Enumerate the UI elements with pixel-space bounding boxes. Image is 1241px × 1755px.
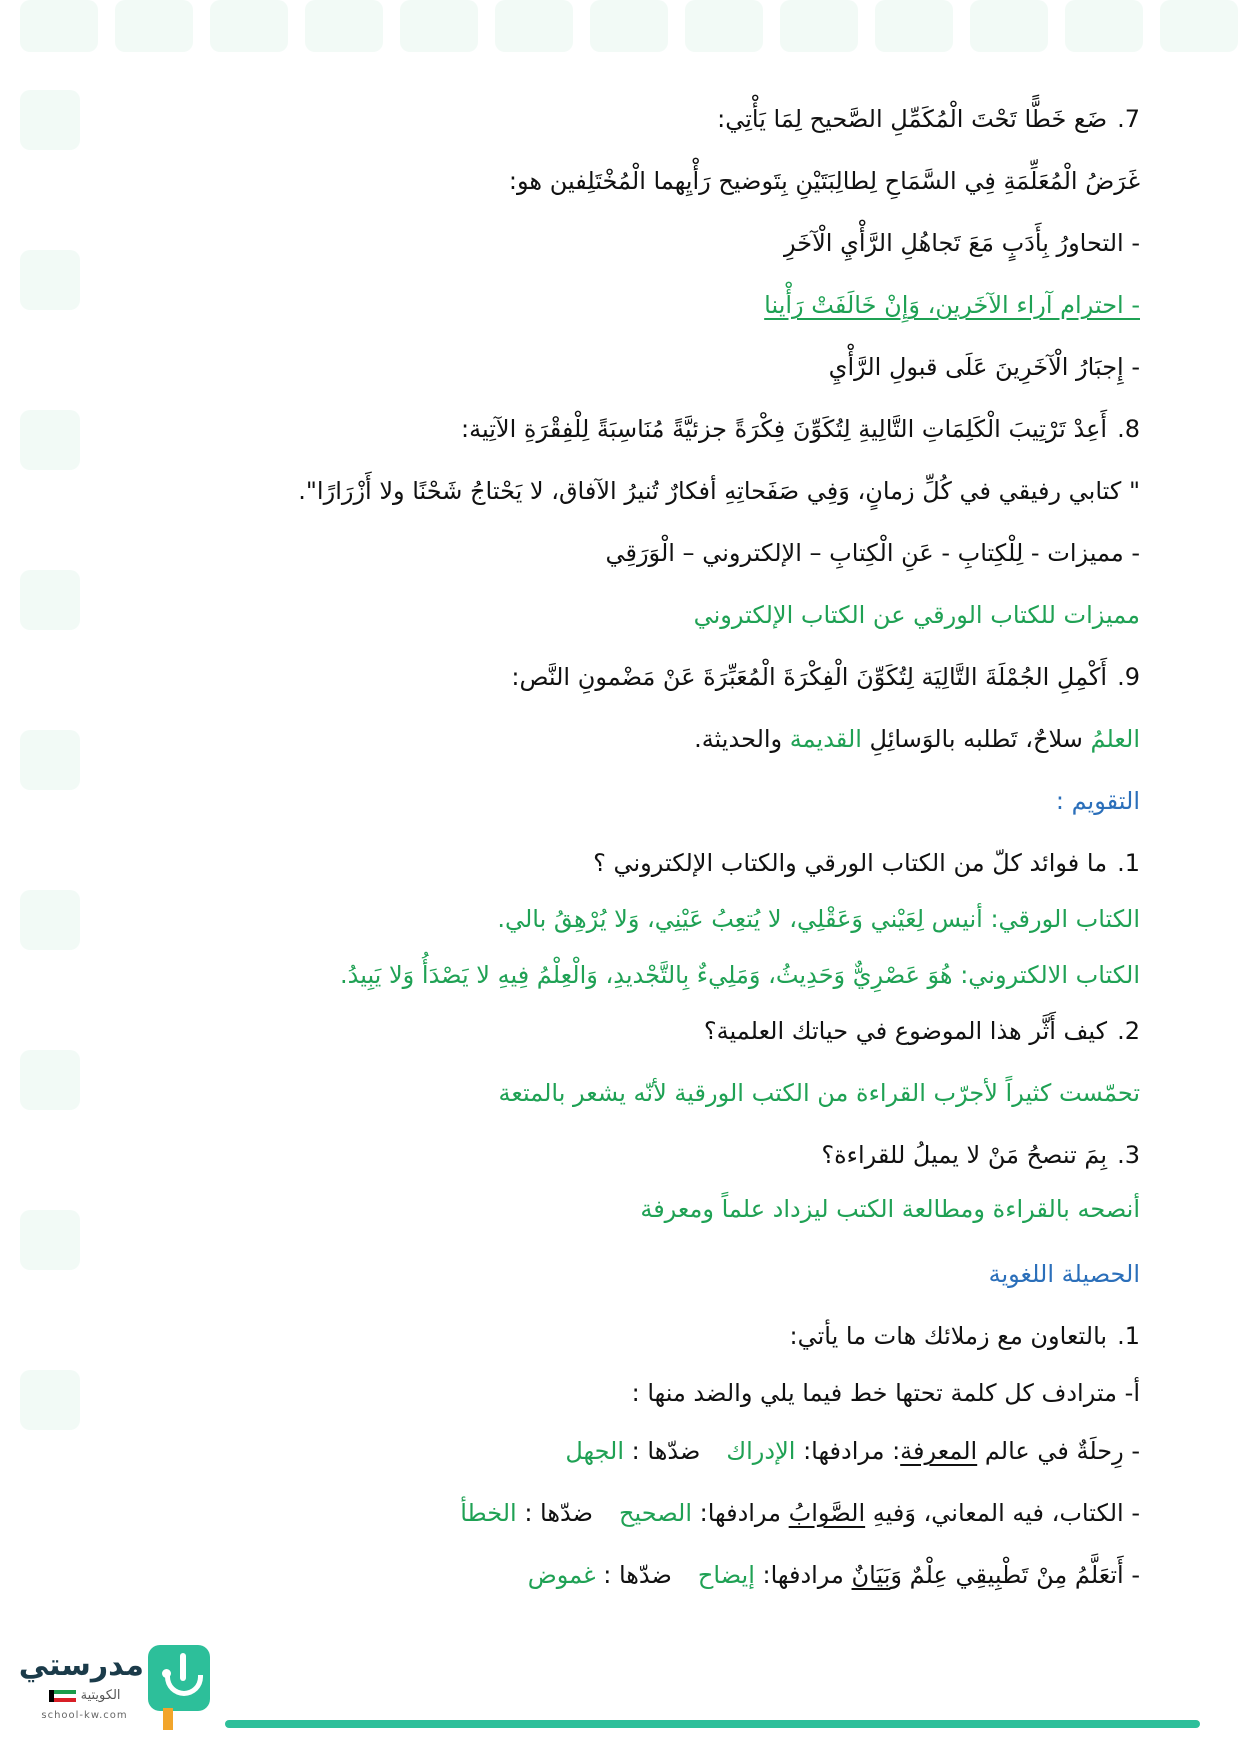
eval-q1-answer-paper: الكتاب الورقي: أنيس لِعَيْني وَعَقْلِي، لا يُتعِبُ عَيْنِي، وَلا يُرْهِقُ بالي. <box>497 905 1140 933</box>
q9-number: 9. <box>1117 663 1140 691</box>
q8-answer: مميزات للكتاب الورقي عن الكتاب الإلكتروني <box>693 601 1140 629</box>
lang-row: - أَتعَلَّمُ مِنْ تَطْبِيقِي عِلْمٌ وَبَيَانٌ مرادفها: إيضاحضدّها : غموض <box>527 1561 1140 1589</box>
q9-prompt: 9.أَكْمِلِ الجُمْلَةَ التَّالِيَة لِتُكَوِّنَ الْفِكْرَةَ الْمُعَبِّرَةَ عَنْ مَضْمونِ النَّص: <box>511 663 1140 691</box>
eval-q3: 3.بِمَ تنصحُ مَنْ لا يميلُ للقراءة؟ <box>821 1141 1140 1169</box>
q7-option-3: - إِجبَارُ الْآخَرِينَ عَلَى قبولِ الرَّأْيِ <box>828 353 1140 381</box>
q7-number: 7. <box>1117 105 1140 133</box>
brand-url: school-kw.com <box>41 1710 128 1721</box>
footer-divider <box>225 1720 1200 1728</box>
q7-prompt: 7.ضَع خَطًّا تَحْتَ الْمُكَمِّلِ الصَّحيح لِمَا يَأْتِي: <box>717 105 1140 133</box>
q9-answer: العلمُ سلاحٌ، تَطلبه بالوَسائِلِ القديمة والحديثة. <box>694 725 1140 753</box>
brand-subtitle: الكويتية <box>30 1688 140 1703</box>
brand-name: مدرستي <box>18 1648 144 1683</box>
q8-words: - مميزات - لِلْكِتابِ - عَنِ الْكِتابِ – الإلكتروني – الْوَرَقِي <box>605 539 1140 567</box>
q8-number: 8. <box>1117 415 1140 443</box>
watermark-band-side <box>0 60 90 1560</box>
q7-stem: غَرَضُ الْمُعَلِّمَةِ فِي السَّمَاحِ لِطالِبَتَيْنِ بِتَوضيح رَأْيِهما الْمُخْتَلِفين هو: <box>508 167 1140 195</box>
lang-row: - الكتاب، فيه المعاني، وَفيهِ الصَّوابُ مرادفها: الصحيحضدّها : الخطأ <box>460 1499 1140 1527</box>
eval-q1: 1.ما فوائد كلّ من الكتاب الورقي والكتاب الإلكتروني ؟ <box>593 849 1140 877</box>
q7-option-2-correct: - احترام آراء الآخَرين، وَإِنْ خَالَفَتْ رَأْينا <box>764 291 1140 319</box>
q8-quote: " كتابي رفيقي في كُلِّ زمانٍ، وَفِي صَفَحاتِهِ أفكارٌ تُنيرُ الآفاق، لا يَحْتاجُ شَحْنًا ولا أَزْرَارًا". <box>298 477 1140 505</box>
q7-option-1: - التحاورُ بِأَدَبٍ مَعَ تَجاهُلِ الرَّأْيِ الْآخَرِ <box>784 229 1140 257</box>
lang-row: - رِحلَةٌ في عالم المعرفة: مرادفها: الإدراكضدّها : الجهل <box>565 1437 1140 1465</box>
brand-logo-icon <box>148 1645 210 1711</box>
eval-q3-answer: أنصحه بالقراءة ومطالعة الكتب ليزداد علماً ومعرفة <box>640 1195 1140 1223</box>
language-heading: الحصيلة اللغوية <box>988 1260 1140 1288</box>
eval-q1-answer-electronic: الكتاب الالكتروني: هُوَ عَصْرِيٌّ وَحَدِيثُ، وَمَلِيءٌ بِالتَّجْديدِ، وَالْعِلْمُ فِيهِ لا يَصْدَأُ وَلا يَبِيدُ. <box>339 961 1140 989</box>
lang-sub-a: أ- مترادف كل كلمة تحتها خط فيما يلي والضد منها : <box>631 1379 1140 1407</box>
kuwait-flag-icon <box>49 1690 76 1702</box>
lang-q1: 1.بالتعاون مع زملائك هات ما يأتي: <box>789 1322 1140 1350</box>
eval-q2-answer: تحمّست كثيراً لأجرّب القراءة من الكتب الورقية لأنّه يشعر بالمتعة <box>498 1079 1140 1107</box>
evaluation-heading: التقويم : <box>1055 787 1140 815</box>
watermark-band-top <box>0 0 1241 60</box>
eval-q2: 2.كيف أَثَّر هذا الموضوع في حياتك العلمية؟ <box>703 1017 1140 1045</box>
bookmark-icon <box>163 1708 173 1730</box>
q8-prompt: 8.أَعِدْ تَرْتِيبَ الْكَلِمَاتِ التَّالِيةِ لِتُكَوِّنَ فِكْرَةً جزئيَّةً مُنَاسِبَةً لِلْفِقْرَةِ الآتِية: <box>461 415 1140 443</box>
